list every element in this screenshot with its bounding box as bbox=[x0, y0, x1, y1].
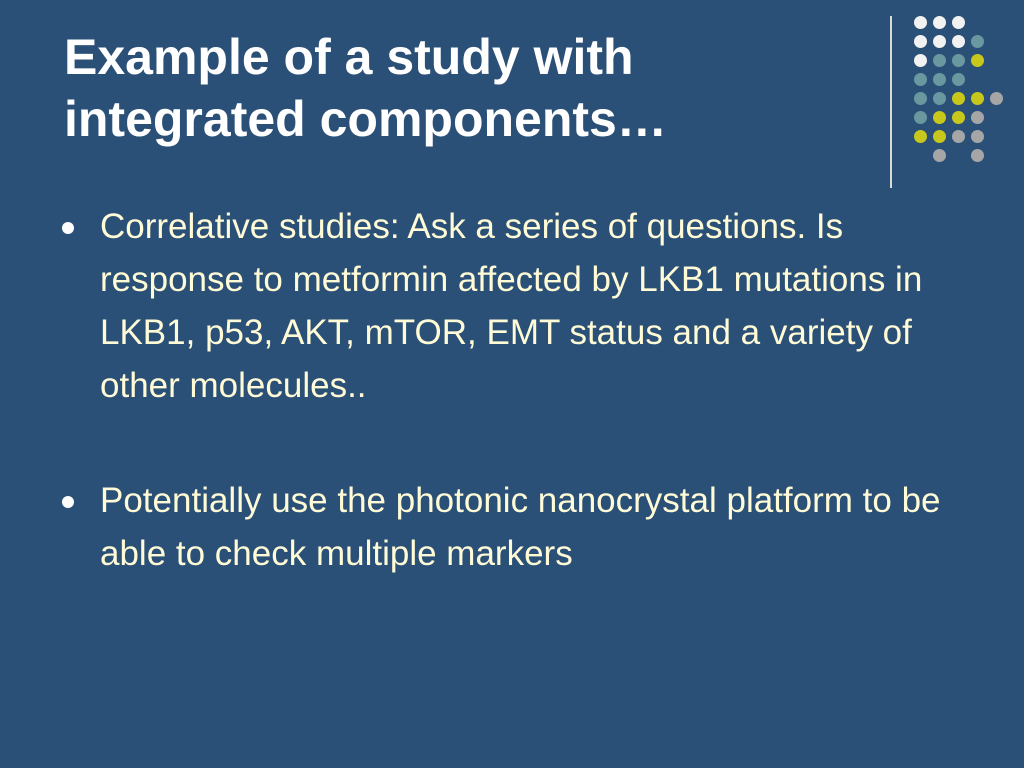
decorative-dot bbox=[971, 149, 984, 162]
title-divider-line bbox=[890, 16, 892, 188]
decorative-dot bbox=[933, 92, 946, 105]
bullet-icon bbox=[62, 496, 74, 508]
bullet-icon bbox=[62, 222, 74, 234]
decorative-dot bbox=[933, 54, 946, 67]
bullet-item bbox=[60, 474, 990, 580]
decorative-dot bbox=[971, 35, 984, 48]
decorative-dot bbox=[914, 54, 927, 67]
decorative-dot bbox=[933, 111, 946, 124]
decorative-dot bbox=[990, 92, 1003, 105]
decorative-dot bbox=[952, 54, 965, 67]
decorative-dot bbox=[971, 130, 984, 143]
decorative-dot bbox=[914, 92, 927, 105]
decorative-dot bbox=[952, 73, 965, 86]
decorative-dot bbox=[933, 149, 946, 162]
decorative-dot bbox=[914, 111, 927, 124]
decorative-dot bbox=[952, 16, 965, 29]
decorative-dot bbox=[952, 130, 965, 143]
bullet-item bbox=[60, 200, 990, 412]
decorative-dot bbox=[933, 130, 946, 143]
decorative-dot bbox=[952, 111, 965, 124]
decorative-dot bbox=[914, 73, 927, 86]
bullet-text: Correlative studies: Ask a series of questions. Is response to metformin affected by LKB1 mutations in LKB1, p53, AKT, mTOR, EMT status and a variety of other molecules.. bbox=[100, 207, 923, 405]
decorative-dot bbox=[914, 35, 927, 48]
slide-title: Example of a study with integrated components… bbox=[64, 29, 667, 147]
decorative-dot bbox=[933, 73, 946, 86]
decorative-dot bbox=[933, 16, 946, 29]
decorative-dot bbox=[952, 35, 965, 48]
decorative-dot bbox=[933, 35, 946, 48]
decorative-dot bbox=[914, 130, 927, 143]
decorative-dot bbox=[952, 92, 965, 105]
decorative-dot bbox=[914, 16, 927, 29]
decorative-dot bbox=[971, 92, 984, 105]
bullet-list bbox=[60, 200, 990, 580]
decorative-dot bbox=[971, 54, 984, 67]
decorative-dot bbox=[971, 111, 984, 124]
bullet-text: Potentially use the photonic nanocrystal platform to be able to check multiple markers bbox=[100, 481, 941, 573]
